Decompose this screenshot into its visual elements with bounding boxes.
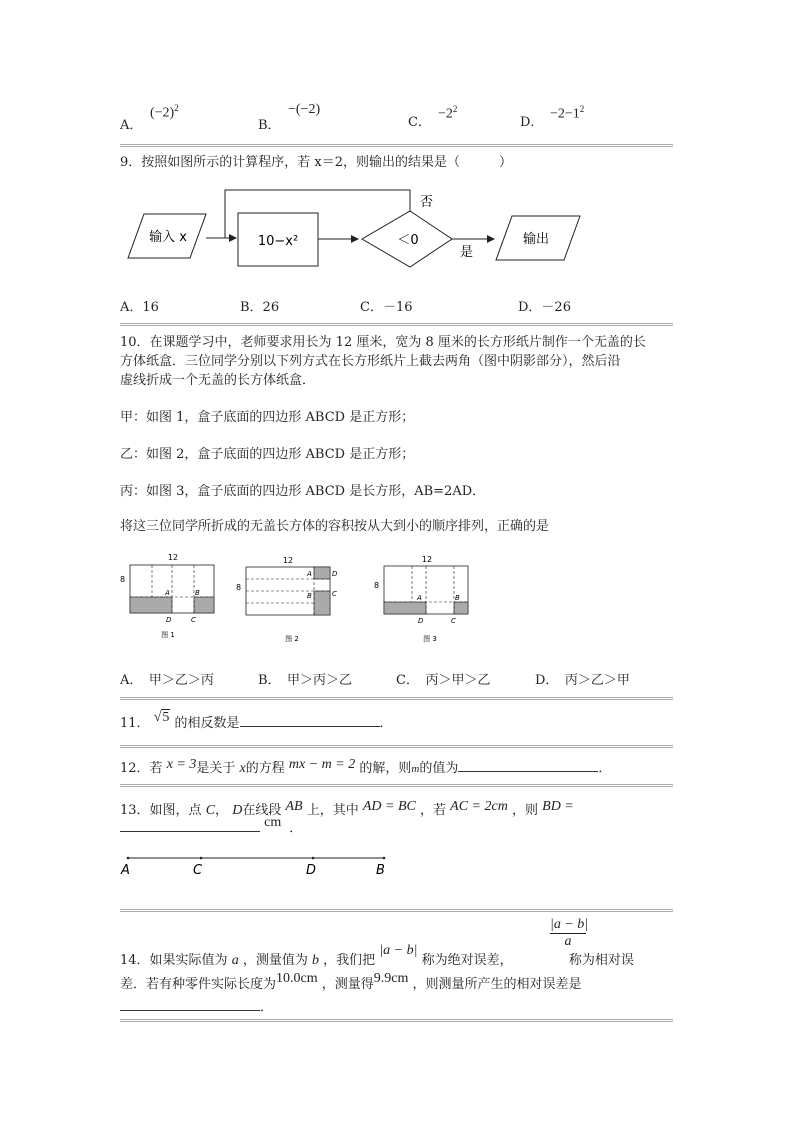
q10-jia: 甲：如图 1，盒子底面的四边形 ABCD 是正方形； bbox=[120, 410, 415, 425]
q9-option-c: C．－16 bbox=[360, 300, 413, 315]
q14-line3: ． bbox=[120, 996, 273, 1015]
fig2-shade-top bbox=[314, 567, 330, 579]
fig1-point-c: C bbox=[191, 616, 196, 624]
q10-option-b: B． 甲＞丙＞乙 bbox=[258, 673, 353, 688]
segment-point-c: C bbox=[193, 863, 203, 878]
fig2-width-label: 12 bbox=[282, 556, 294, 565]
flow-output-label: 输出 bbox=[522, 232, 550, 247]
fig3-point-d: D bbox=[418, 617, 424, 625]
fig2-height-label: 8 bbox=[236, 583, 242, 592]
q10-stem-line3: 虚线折成一个无盖的长方体纸盒． bbox=[120, 373, 316, 388]
divider bbox=[120, 745, 673, 748]
q13-segment-figure bbox=[118, 850, 398, 880]
q13-bd: BD = bbox=[542, 799, 574, 814]
divider bbox=[120, 909, 673, 912]
fig3-point-b: B bbox=[455, 594, 460, 602]
flow-input-label: 输入 x bbox=[149, 230, 187, 245]
fig3-shade-left bbox=[384, 602, 426, 614]
divider bbox=[120, 784, 673, 787]
q8-option-d-expr: $-2-1^2$ bbox=[550, 104, 585, 122]
q10-option-d: D． 丙＞乙＞甲 bbox=[535, 673, 630, 688]
q10-figure-1 bbox=[118, 552, 223, 644]
q11-sqrt: √5 bbox=[153, 710, 170, 725]
q8-option-c-label: C． bbox=[408, 115, 431, 130]
q10-stem-line2: 方体纸盒．三位同学分别以下列方式在长方形纸片上截去两角（图中阴影部分），然后沿 bbox=[120, 354, 621, 369]
q9-option-b: B．26 bbox=[240, 300, 280, 315]
fig2-point-a: A bbox=[307, 570, 312, 578]
fig3-shade-right bbox=[454, 602, 468, 614]
fig1-width-label: 12 bbox=[167, 553, 179, 562]
q14-abs-expr: |a − b| bbox=[379, 943, 418, 958]
fig2-shade-bottom bbox=[314, 591, 330, 615]
fig1-shade-right bbox=[194, 597, 214, 613]
segment-point-d: D bbox=[306, 863, 317, 878]
fig3-caption: 图 3 bbox=[423, 635, 437, 643]
q8-option-d-label: D． bbox=[520, 115, 544, 130]
q9-flowchart bbox=[120, 186, 620, 276]
q11-answer-blank[interactable] bbox=[240, 714, 380, 727]
q12-condition: x = 3 bbox=[166, 757, 197, 772]
fig3-point-c: C bbox=[451, 617, 456, 625]
divider bbox=[120, 323, 673, 326]
q13-eq1: AD = BC bbox=[362, 799, 416, 814]
fig3-width-label: 12 bbox=[421, 555, 433, 564]
q8-option-a-label: A． bbox=[120, 118, 143, 133]
fig1-shade-left bbox=[130, 597, 172, 613]
fig2-point-d: D bbox=[332, 570, 338, 578]
fig1-height-label: 8 bbox=[120, 575, 126, 584]
fig1-point-a: A bbox=[165, 589, 170, 597]
fig2-point-b: B bbox=[307, 592, 312, 600]
divider bbox=[120, 1019, 673, 1022]
fig3-point-a: A bbox=[417, 594, 422, 602]
q14-line2: 差．若有种零件实际长度为10.0cm ，测量得9.9cm ，则测量所产生的相对误差是 bbox=[120, 971, 582, 992]
fig2-point-c: C bbox=[332, 590, 337, 598]
q10-bing: 丙：如图 3，盒子底面的四边形 ABCD 是长方形，AB=2AD． bbox=[120, 484, 486, 499]
q9-option-a: A．16 bbox=[120, 300, 159, 315]
q10-option-a: A． 甲＞乙＞丙 bbox=[120, 673, 214, 688]
flow-no-label: 否 bbox=[420, 195, 434, 210]
q12: 12．若 x = 3是关于 x的方程 mx − m = 2 的解，则m的值为 ． bbox=[120, 757, 612, 776]
q13-answer-blank[interactable] bbox=[120, 819, 260, 832]
flow-process-label: 10−x² bbox=[257, 234, 299, 249]
segment-point-b: B bbox=[376, 863, 385, 878]
q10-stem-line1: 10．在课题学习中，老师要求用长为 12 厘米，宽为 8 厘米的长方形纸片制作一个无盖的长 bbox=[120, 335, 646, 350]
q10-yi: 乙：如图 2，盒子底面的四边形 ABCD 是正方形； bbox=[120, 447, 415, 462]
divider bbox=[120, 144, 673, 147]
q13-line1: 13．如图，点 C， D在线段 AB 上，其中 AD = BC ，若 AC = 2cm ，则 BD = bbox=[120, 799, 574, 818]
q9-stem: 9．按照如图所示的计算程序，若 x＝2，则输出的结果是（ ） bbox=[120, 155, 513, 170]
q14-answer-blank[interactable] bbox=[120, 998, 260, 1011]
q8-option-b-expr: −(−2) bbox=[288, 102, 321, 117]
fig1-point-b: B bbox=[195, 589, 200, 597]
q8-option-c-expr: $-2^2$ bbox=[438, 104, 458, 122]
q12-answer-blank[interactable] bbox=[458, 759, 598, 772]
flow-yes-label: 是 bbox=[460, 245, 474, 260]
q10-figure-3 bbox=[372, 552, 477, 647]
q13-eq2: AC = 2cm bbox=[450, 799, 508, 814]
fig1-caption: 图 1 bbox=[161, 631, 175, 639]
q10-figure-2 bbox=[234, 552, 349, 647]
q12-equation: mx − m = 2 bbox=[288, 757, 356, 772]
fig2-caption: 图 2 bbox=[285, 635, 299, 643]
fig3-height-label: 8 bbox=[374, 581, 380, 590]
divider bbox=[120, 697, 673, 700]
flow-decision-label: ＜0 bbox=[397, 233, 419, 248]
segment-point-a: A bbox=[121, 863, 130, 878]
q11-number: 11． bbox=[120, 716, 150, 731]
q10-option-c: C． 丙＞甲＞乙 bbox=[396, 673, 491, 688]
q14-fraction: |a − b| a bbox=[550, 917, 589, 949]
q11: 11． √5 的相反数是 ． bbox=[120, 710, 393, 731]
q14-line1: 14．如果实际值为 a ，测量值为 b ，我们把 |a − b| 称为绝对误差， 称为相对误 bbox=[120, 943, 634, 968]
q9-option-d: D．－26 bbox=[518, 300, 571, 315]
q10-ask: 将这三位同学所折成的无盖长方体的容积按从大到小的顺序排列，正确的是 bbox=[120, 519, 550, 534]
fig1-point-d: D bbox=[166, 616, 172, 624]
q8-option-a-expr: $(-2)^2$ bbox=[150, 103, 179, 121]
q11-text: 的相反数是 bbox=[174, 716, 240, 731]
q13-line2: cm ． bbox=[120, 817, 302, 837]
q8-option-b-label: B． bbox=[258, 118, 281, 133]
